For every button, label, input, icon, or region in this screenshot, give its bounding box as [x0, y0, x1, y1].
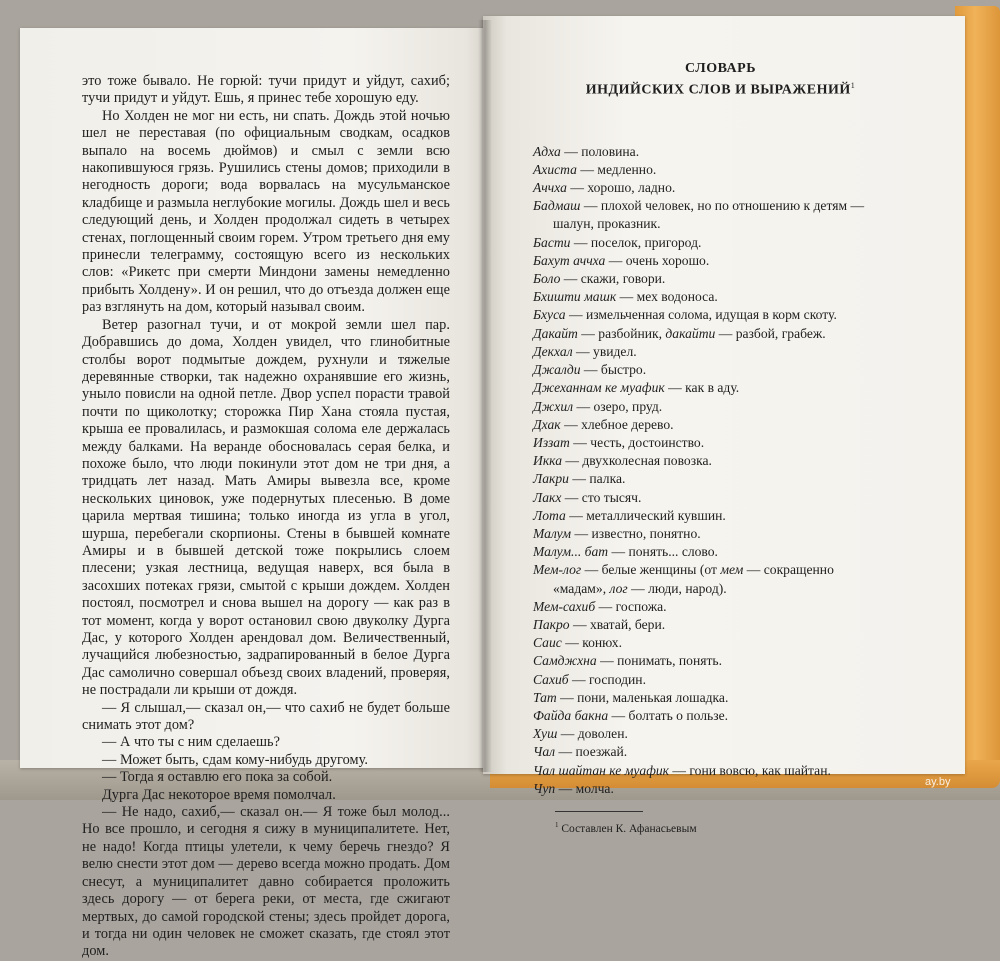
glossary-list: [533, 143, 888, 798]
glossary-term: лог: [609, 580, 628, 596]
left-page-text: [82, 73, 450, 961]
glossary-term: Джхил: [533, 398, 574, 414]
glossary-entry: [533, 743, 888, 761]
book-spine-shadow: [478, 20, 492, 772]
glossary-term: Адха: [533, 143, 561, 159]
paragraph: это тоже бывало. Не горюй: тучи придут и уйдут, сахиб; тучи придут и уйдут. Ешь, я принес тебе хорошую еду.: [82, 73, 450, 107]
glossary-term: дакайти: [665, 325, 716, 341]
glossary-term: Саис: [533, 635, 562, 651]
glossary-term: Бхуса: [533, 307, 566, 323]
glossary-term: Лакри: [533, 471, 569, 487]
glossary-definition: — половина.: [560, 143, 640, 159]
paragraph: — Может быть, сдам кому-нибудь другому.: [102, 751, 369, 768]
glossary-title-line1: СЛОВАРЬ: [685, 61, 756, 76]
glossary-term: Иззат: [533, 434, 570, 450]
glossary-definition: — господин.: [568, 671, 646, 687]
glossary-entry: [533, 543, 888, 561]
glossary-entry: [533, 452, 888, 470]
glossary-definition: — пони, маленькая лошадка.: [556, 689, 729, 705]
footnote: [555, 818, 888, 836]
glossary-entry: [533, 434, 888, 452]
glossary-entry: [533, 361, 888, 379]
glossary-entry: [533, 197, 888, 233]
glossary-definition: — палка.: [568, 471, 626, 487]
glossary-definition: — сокращенно «мадам»,: [553, 562, 834, 596]
glossary-term: Лота: [533, 507, 566, 523]
glossary-definition: — скажи, говори.: [560, 271, 666, 287]
glossary-entry: [533, 398, 888, 416]
glossary-entry: [533, 416, 888, 434]
paragraph: — Я слышал,— сказал он,— что сахиб не будет больше снимать этот дом?: [82, 699, 450, 734]
glossary-entry: [533, 288, 888, 306]
glossary-term: Дакайт: [533, 325, 578, 341]
glossary-term: Басти: [533, 234, 571, 250]
glossary-definition: — быстро.: [580, 362, 647, 378]
glossary-definition: — госпожа.: [595, 598, 667, 614]
glossary-entry: [533, 652, 888, 670]
glossary-title: [553, 60, 888, 99]
glossary-term: Чал шайтан ке муафик: [533, 762, 670, 778]
glossary-entry: [533, 780, 888, 798]
footnote-mark: 1: [555, 820, 559, 829]
glossary-entry: [533, 616, 888, 634]
glossary-entry: [533, 561, 888, 597]
glossary-definition: — мех водоноса.: [616, 289, 718, 305]
paragraph: Дурга Дас некоторое время помолчал.: [102, 786, 336, 803]
glossary-definition: — поезжай.: [555, 744, 628, 760]
glossary-entry: [533, 489, 888, 507]
glossary-entry: [533, 252, 888, 270]
glossary-entry: [533, 470, 888, 488]
glossary-definition: — люди, народ).: [627, 580, 727, 596]
glossary-term: Икка: [533, 453, 562, 469]
glossary-term: Боло: [533, 271, 561, 287]
glossary-definition: — понять... слово.: [608, 544, 718, 560]
paragraph: — А что ты с ним сделаешь?: [102, 734, 280, 751]
glossary-definition: — известно, понятно.: [571, 525, 701, 541]
glossary-entry: [533, 762, 888, 780]
glossary-entry: [533, 179, 888, 197]
glossary-term: Мем-лог: [533, 562, 582, 578]
glossary-term: Лакх: [533, 489, 562, 505]
glossary-term: Бадмаш: [533, 198, 581, 214]
glossary-term: Ахиста: [533, 161, 577, 177]
glossary-term: Аччха: [533, 180, 567, 196]
glossary-definition: — как в аду.: [664, 380, 740, 396]
glossary-term: Джалди: [533, 362, 581, 378]
glossary-definition: — металлический кувшин.: [565, 507, 726, 523]
glossary-definition: — хватай, бери.: [569, 616, 666, 632]
glossary-term: Декхал: [533, 343, 573, 359]
glossary-term: Файда бакна: [533, 707, 609, 723]
glossary-entry: [533, 707, 888, 725]
glossary-definition: — медленно.: [576, 161, 657, 177]
glossary-entry: [533, 270, 888, 288]
glossary-definition: — очень хорошо.: [605, 252, 710, 268]
glossary-section: [533, 60, 888, 836]
glossary-entry: [533, 234, 888, 252]
glossary-term: Пакро: [533, 616, 570, 632]
glossary-title-text: ИНДИЙСКИХ СЛОВ И ВЫРАЖЕНИЙ: [585, 82, 851, 98]
glossary-term: Хуш: [533, 726, 558, 742]
glossary-term: Тат: [533, 689, 557, 705]
glossary-definition: — болтать о пользе.: [608, 707, 729, 723]
glossary-definition: — понимать, понять.: [596, 653, 723, 669]
glossary-definition: — сто тысяч.: [561, 489, 642, 505]
glossary-entry: [533, 143, 888, 161]
glossary-term: Бхишти машк: [533, 289, 617, 305]
glossary-term: Сахиб: [533, 671, 569, 687]
glossary-term: Дхак: [533, 416, 561, 432]
glossary-definition: — молча.: [555, 780, 614, 796]
glossary-entry: [533, 507, 888, 525]
glossary-entry: [533, 689, 888, 707]
glossary-definition: — белые женщины (от: [581, 562, 721, 578]
glossary-definition: — честь, достоинство.: [569, 434, 705, 450]
glossary-entry: [533, 306, 888, 324]
glossary-term: Бахут аччха: [533, 252, 606, 268]
glossary-definition: — хорошо, ладно.: [566, 180, 676, 196]
glossary-entry: [533, 161, 888, 179]
glossary-entry: [533, 634, 888, 652]
glossary-term: Чуп: [533, 780, 556, 796]
glossary-definition: — плохой человек, но по отношению к детям — шалун, проказник.: [553, 198, 865, 232]
glossary-definition: — озеро, пруд.: [573, 398, 663, 414]
glossary-definition: — измельченная солома, идущая в корм скоту.: [565, 307, 837, 323]
paragraph: Ветер разогнал тучи, и от мокрой земли шел пар. Добравшись до дома, Холден увидел, что глинобитные столбы ворот подмытые дождем, рухнули и тяжелые деревянные створки, так надежно охранявшие его жизнь, уныло повисли на одной петле. Двор успел порасти травой почти по щиколотку; сторожка Пир Хана стояла пустая, крыша ее провалилась, и размокшая солома еле держалась между балками. На веранде обосновалась серая белка, и похоже было, что люди покинули этот дом не три дня, а тридцать лет назад. Мать Амиры вывезла все, кроме нескольких циновок, уже подернутых плесенью. В доме царила мертвая тишина; только иногда из угла в угол, шурша, перебегали скорпионы. Стены в бывшей комнате Амиры и в бывшей детской тоже покрылись слоем плесени; узкая лестница, ведущая наверх, вся была в засохших потеках грязи, смытой с крыши дождем. Холден постоял, посмотрел и снова вышел на дорогу — как раз в тот момент, когда у ворот остановил свою двуколку Дурга Дас, у которого Холден арендовал дом. Величественный, лучащийся любезностью, задрапированный в белое Дурга Дас самолично совершал объезд своих владений, проверяя, не пострадали ли крыши от дождя.: [82, 316, 450, 699]
glossary-entry: [533, 671, 888, 689]
glossary-term: Мем-сахиб: [533, 598, 596, 614]
watermark: ay.by: [925, 776, 951, 788]
glossary-entry: [533, 343, 888, 361]
glossary-term: Малум... бат: [533, 544, 609, 560]
glossary-definition: — гони вовсю, как шайтан.: [669, 762, 831, 778]
glossary-definition: — увидел.: [572, 343, 637, 359]
glossary-term: мем: [720, 562, 744, 578]
glossary-entry: [533, 379, 888, 397]
glossary-term: Чал: [533, 744, 556, 760]
paragraph: — Тогда я оставлю его пока за собой.: [102, 769, 333, 786]
glossary-term: Малум: [533, 525, 572, 541]
glossary-definition: — поселок, пригород.: [570, 234, 702, 250]
paragraph: — Не надо, сахиб,— сказал он.— Я тоже был молод... Но все прошло, и сегодня я сижу в муниципалитете. Нет, не надо! Когда птицы улетели, к чему беречь гнездо? Я велю снести этот дом — дерево всегда можно продать. Дом снесут, а муниципалитет давно собирается проложить здесь дорогу — от берега реки, от места, где сжигают мертвых, до самой городской стены; здесь пройдет дорога, и тогда ни один человек не сможет сказать, где стоял этот дом.: [82, 804, 450, 960]
glossary-definition: — разбойник,: [577, 325, 666, 341]
footnote-divider: [555, 811, 643, 812]
glossary-entry: [533, 525, 888, 543]
glossary-entry: [533, 325, 888, 343]
glossary-definition: — конюх.: [561, 635, 622, 651]
glossary-definition: — разбой, грабеж.: [715, 325, 826, 341]
glossary-definition: — доволен.: [557, 726, 628, 742]
glossary-entry: [533, 725, 888, 743]
glossary-definition: — хлебное дерево.: [560, 416, 674, 432]
footnote-reference: 1: [850, 81, 856, 90]
glossary-term: Самджхна: [533, 653, 597, 669]
paragraph: Но Холден не мог ни есть, ни спать. Дождь этой ночью шел не переставая (по официальным сводкам, осадков выпало на восемь дюймов) и смыл с земли всю накопившуюся грязь. Рушились стены домов; приходили в негодность дороги; вода ворвалась на мусульманское кладбище и размыла неглубокие могилы. Дождь шел и весь следующий день, и Холден продолжал сидеть в четырех стенах, поглощенный своим горем. Утром третьего дня ему принесли телеграмму, состоящую всего из нескольких слов: «Рикетс при смерти Миндони замены немедленно прибыть Холдену». И он решил, что до отъезда должен еще раз взглянуть на дом, который называл своим.: [82, 107, 450, 316]
glossary-title-line2: [553, 77, 888, 99]
footnote-text: Составлен К. Афанасьевым: [561, 822, 697, 835]
glossary-term: Джеханнам ке муафик: [533, 380, 665, 396]
glossary-entry: [533, 598, 888, 616]
glossary-definition: — двухколесная повозка.: [562, 453, 712, 469]
